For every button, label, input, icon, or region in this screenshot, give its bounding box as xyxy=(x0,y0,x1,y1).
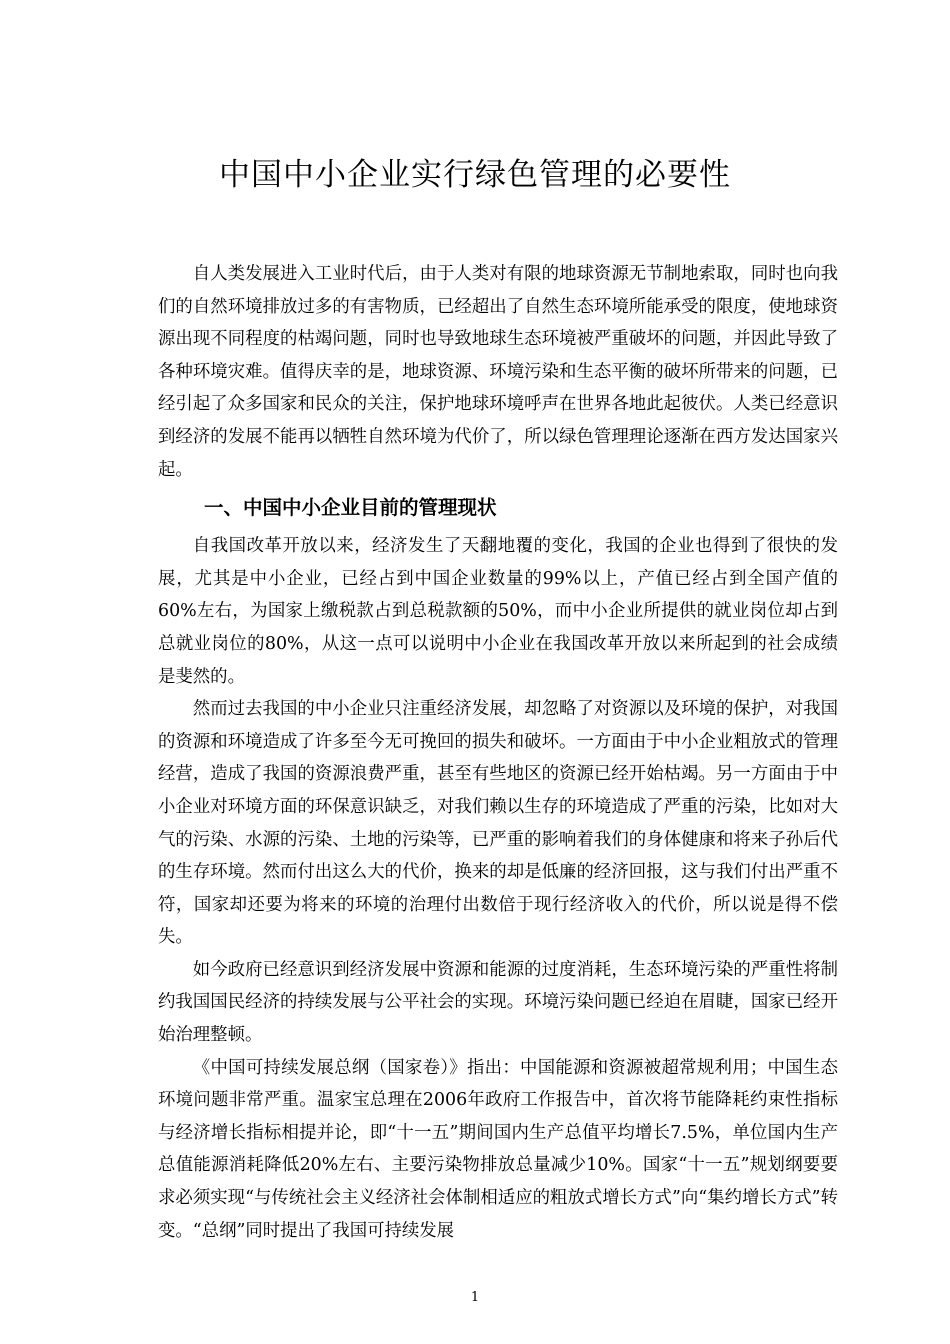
intro-paragraph: 自人类发展进入工业时代后，由于人类对有限的地球资源无节制地索取，同时也向我们的自然环境排放过多的有害物质，已经超出了自然生态环境所能承受的限度，使地球资源出现不同程度的枯竭问题，同时也导致地球生态环境被严重破坏的问题，并因此导致了各种环境灾难。值得庆幸的是，地球资源、环境污染和生态平衡的破坏所带来的问题，已经引起了众多国家和民众的关注，保护地球环境呼声在世界各地此起彼伏。人类已经意识到经济的发展不能再以牺牲自然环境为代价了，所以绿色管理理论逐渐在西方发达国家兴起。 xyxy=(158,264,838,480)
section-heading: 一、中国中小企业目前的管理现状 xyxy=(204,496,497,520)
body-paragraph: 如今政府已经意识到经济发展中资源和能源的过度消耗，生态环境污染的严重性将制约我国国民经济的持续发展与公平社会的实现。环境污染问题已经迫在眉睫，国家已经开始治理整顿。 xyxy=(158,959,838,1046)
document-title: 中国中小企业实行绿色管理的必要性 xyxy=(219,157,731,193)
body-paragraph: 《中国可持续发展总纲（国家卷）》指出：中国能源和资源被超常规利用；中国生态环境问题非常严重。温家宝总理在2006年政府工作报告中，首次将节能降耗约束性指标与经济增长指标相提并论，即“十一五”期间国内生产总值平均增长7.5%，单位国内生产总值能源消耗降低20%左右、主要污染物排放总量减少10%。国家“十一五”规划纲要要求必须实现“与传统社会主义经济社会体制相适应的粗放式增长方式”向“集约增长方式”转变。“总纲”同时提出了我国可持续发展 xyxy=(158,1057,838,1241)
body-paragraph: 自我国改革开放以来，经济发生了天翻地覆的变化，我国的企业也得到了很快的发展，尤其是中小企业，已经占到中国企业数量的99%以上，产值已经占到全国产值的60%左右，为国家上缴税款占到总税款额的50%，而中小企业所提供的就业岗位却占到总就业岗位的80%，从这一点可以说明中小企业在我国改革开放以来所起到的社会成绩是斐然的。 xyxy=(158,536,838,687)
body-paragraph: 然而过去我国的中小企业只注重经济发展，却忽略了对资源以及环境的保护，对我国的资源和环境造成了许多至今无可挽回的损失和破坏。一方面由于中小企业粗放式的管理经营，造成了我国的资源浪费严重，甚至有些地区的资源已经开始枯竭。另一方面由于中小企业对环境方面的环保意识缺乏，对我们赖以生存的环境造成了严重的污染，比如对大气的污染、水源的污染、土地的污染等，已严重的影响着我们的身体健康和将来子孙后代的生存环境。然而付出这么大的代价，换来的却是低廉的经济回报，这与我们付出严重不符，国家却还要为将来的环境的治理付出数倍于现行经济收入的代价，所以说是得不偿失。 xyxy=(158,699,838,948)
page-number: 1 xyxy=(470,1290,480,1305)
document-body xyxy=(158,258,838,1247)
